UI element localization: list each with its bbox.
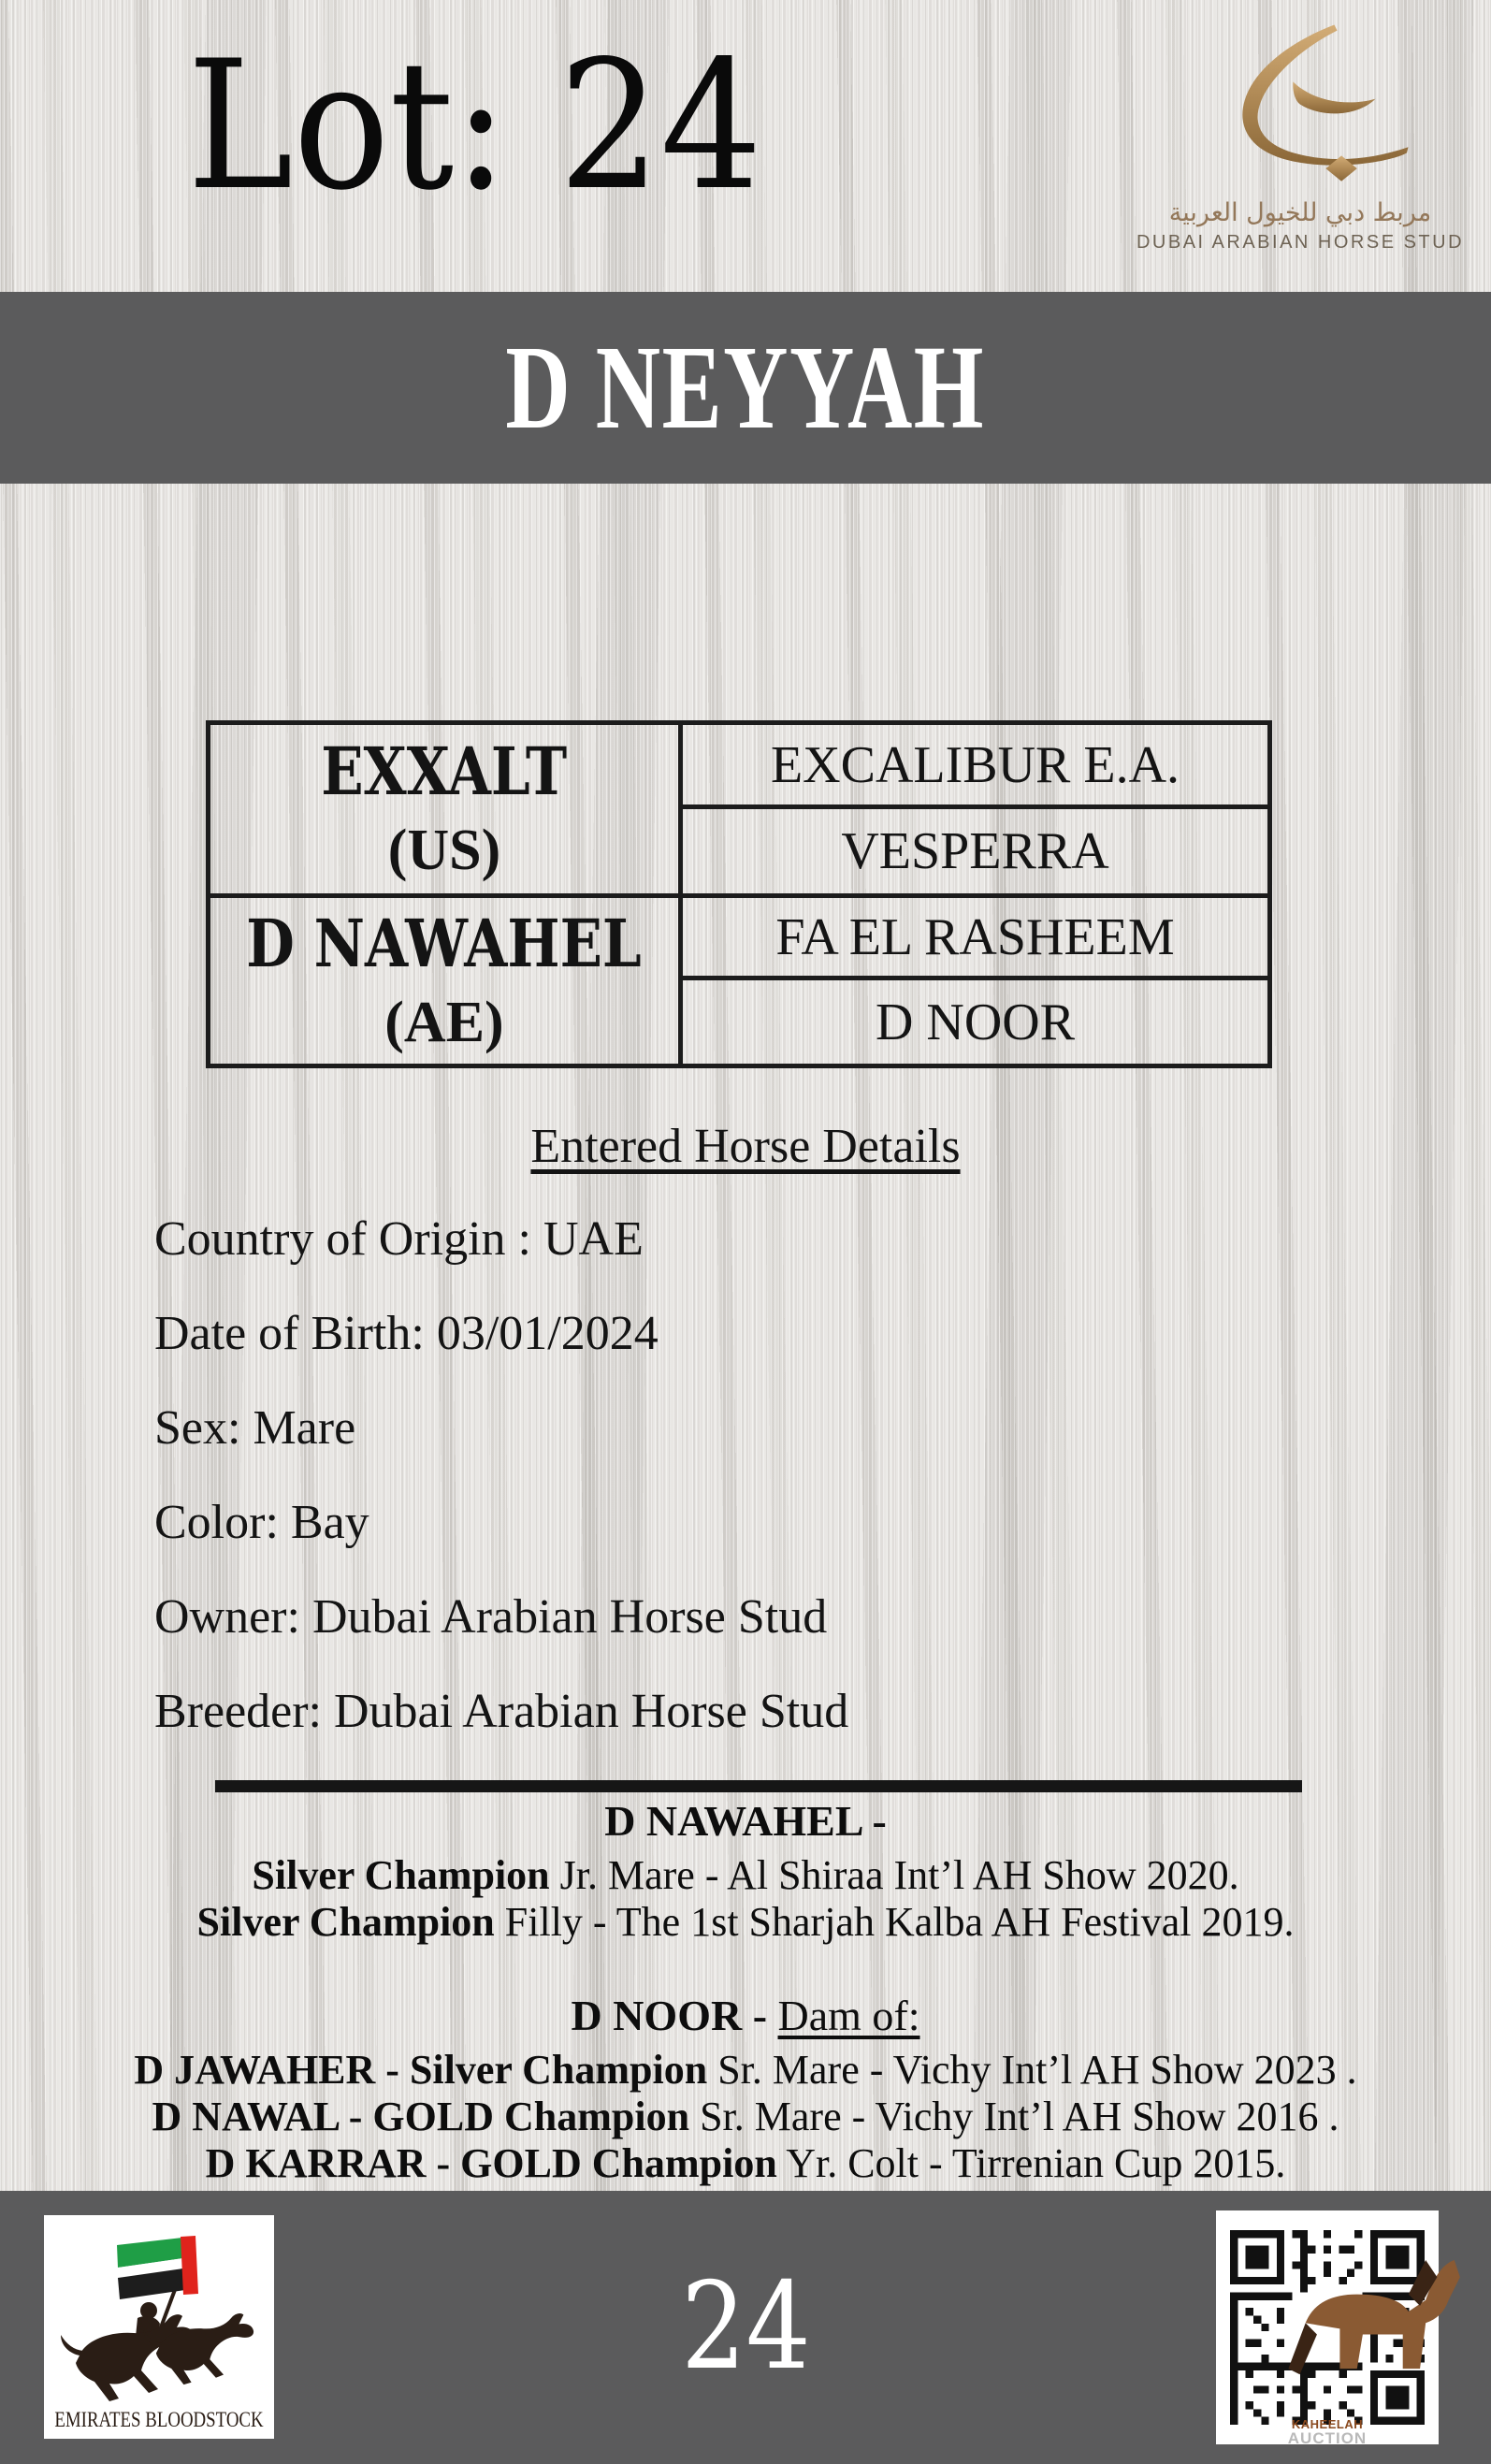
logo-english-name: DUBAI ARABIAN HORSE STUD xyxy=(1136,232,1465,254)
sire-country: (US) xyxy=(387,819,501,882)
granddam-achievement-line xyxy=(0,2140,1491,2187)
pedigree-dam-cell xyxy=(209,896,681,1066)
kaheelah-label: KAHEELAH xyxy=(1291,2417,1364,2431)
granddam-achievements-section xyxy=(0,1991,1491,2187)
footer-band xyxy=(0,2191,1491,2464)
achievement-detail: Jr. Mare - Al Shiraa Int’l AH Show 2020. xyxy=(549,1852,1239,1898)
detail-breeder: Breeder: Dubai Arabian Horse Stud xyxy=(154,1685,849,1738)
qr-code xyxy=(1216,2210,1439,2447)
detail-country-of-origin: Country of Origin : UAE xyxy=(154,1212,644,1266)
achievement-detail: Yr. Colt - Tirrenian Cup 2015. xyxy=(776,2140,1286,2186)
dam-achievements-section xyxy=(0,1796,1491,1946)
dubai-arabian-horse-stud-logo xyxy=(1134,21,1467,254)
detail-color: Color: Bay xyxy=(154,1496,369,1549)
achievement-title: D JAWAHER - Silver Champion xyxy=(134,2047,708,2093)
dam-achievements-heading: D NAWAHEL - xyxy=(604,1797,887,1845)
achievement-title: Silver Champion xyxy=(196,1899,495,1945)
granddam-name: D NOOR - xyxy=(571,1992,778,2039)
sire-name: EXXALT xyxy=(321,732,568,810)
footer-lot-number: 24 xyxy=(680,2257,811,2397)
detail-owner: Owner: Dubai Arabian Horse Stud xyxy=(154,1590,828,1644)
granddam-achievements-heading xyxy=(0,1991,1491,2041)
emirates-bloodstock-label: EMIRATES BLOODSTOCK xyxy=(54,2407,264,2432)
uae-flag-icon xyxy=(117,2236,198,2299)
entered-horse-details-heading: Entered Horse Details xyxy=(530,1120,961,1173)
achievement-detail: Sr. Mare - Vichy Int’l AH Show 2016 . xyxy=(689,2094,1339,2139)
detail-date-of-birth: Date of Birth: 03/01/2024 xyxy=(154,1307,659,1360)
achievement-detail: Filly - The 1st Sharjah Kalba AH Festival 2019. xyxy=(494,1899,1295,1945)
kaheelah-horse-icon xyxy=(1271,2209,1466,2414)
kaheelah-auction-logo xyxy=(1271,2209,1383,2446)
achievement-title: Silver Champion xyxy=(252,1852,550,1898)
pedigree-sire-cell xyxy=(209,723,681,896)
pedigree-sire-sire-cell: EXCALIBUR E.A. xyxy=(681,723,1270,807)
horse-name-banner xyxy=(0,292,1491,484)
achievement-detail: Sr. Mare - Vichy Int’l AH Show 2023 . xyxy=(707,2047,1357,2093)
pedigree-table xyxy=(206,720,1272,1068)
dam-of-label: Dam of: xyxy=(777,1992,920,2039)
horse-details-list xyxy=(154,1192,848,1759)
pedigree-dam-sire-cell: FA EL RASHEEM xyxy=(681,896,1270,978)
dam-country: (AE) xyxy=(384,990,504,1054)
section-divider xyxy=(215,1780,1302,1792)
granddam-achievement-line xyxy=(0,2094,1491,2140)
achievement-title: D NAWAL - GOLD Champion xyxy=(152,2094,690,2139)
horse-name: D NEYYAH xyxy=(505,321,986,454)
pedigree-dam-dam-cell: D NOOR xyxy=(681,978,1270,1066)
emirates-bloodstock-logo xyxy=(44,2215,274,2439)
detail-sex: Sex: Mare xyxy=(154,1401,356,1455)
dam-name: D NAWAHEL xyxy=(246,904,643,982)
lot-title: Lot: 24 xyxy=(187,22,762,229)
granddam-achievement-line xyxy=(0,2047,1491,2094)
pedigree-sire-dam-cell: VESPERRA xyxy=(681,807,1270,896)
logo-arabic-name: مربط دبي للخيول العربية xyxy=(1168,198,1432,227)
dam-achievement-line xyxy=(0,1852,1491,1899)
achievement-title: D KARRAR - GOLD Champion xyxy=(205,2140,777,2186)
dam-achievement-line xyxy=(0,1899,1491,1946)
auction-label: AUCTION xyxy=(1287,2429,1368,2447)
calligraphy-horse-head-icon xyxy=(1183,21,1417,198)
